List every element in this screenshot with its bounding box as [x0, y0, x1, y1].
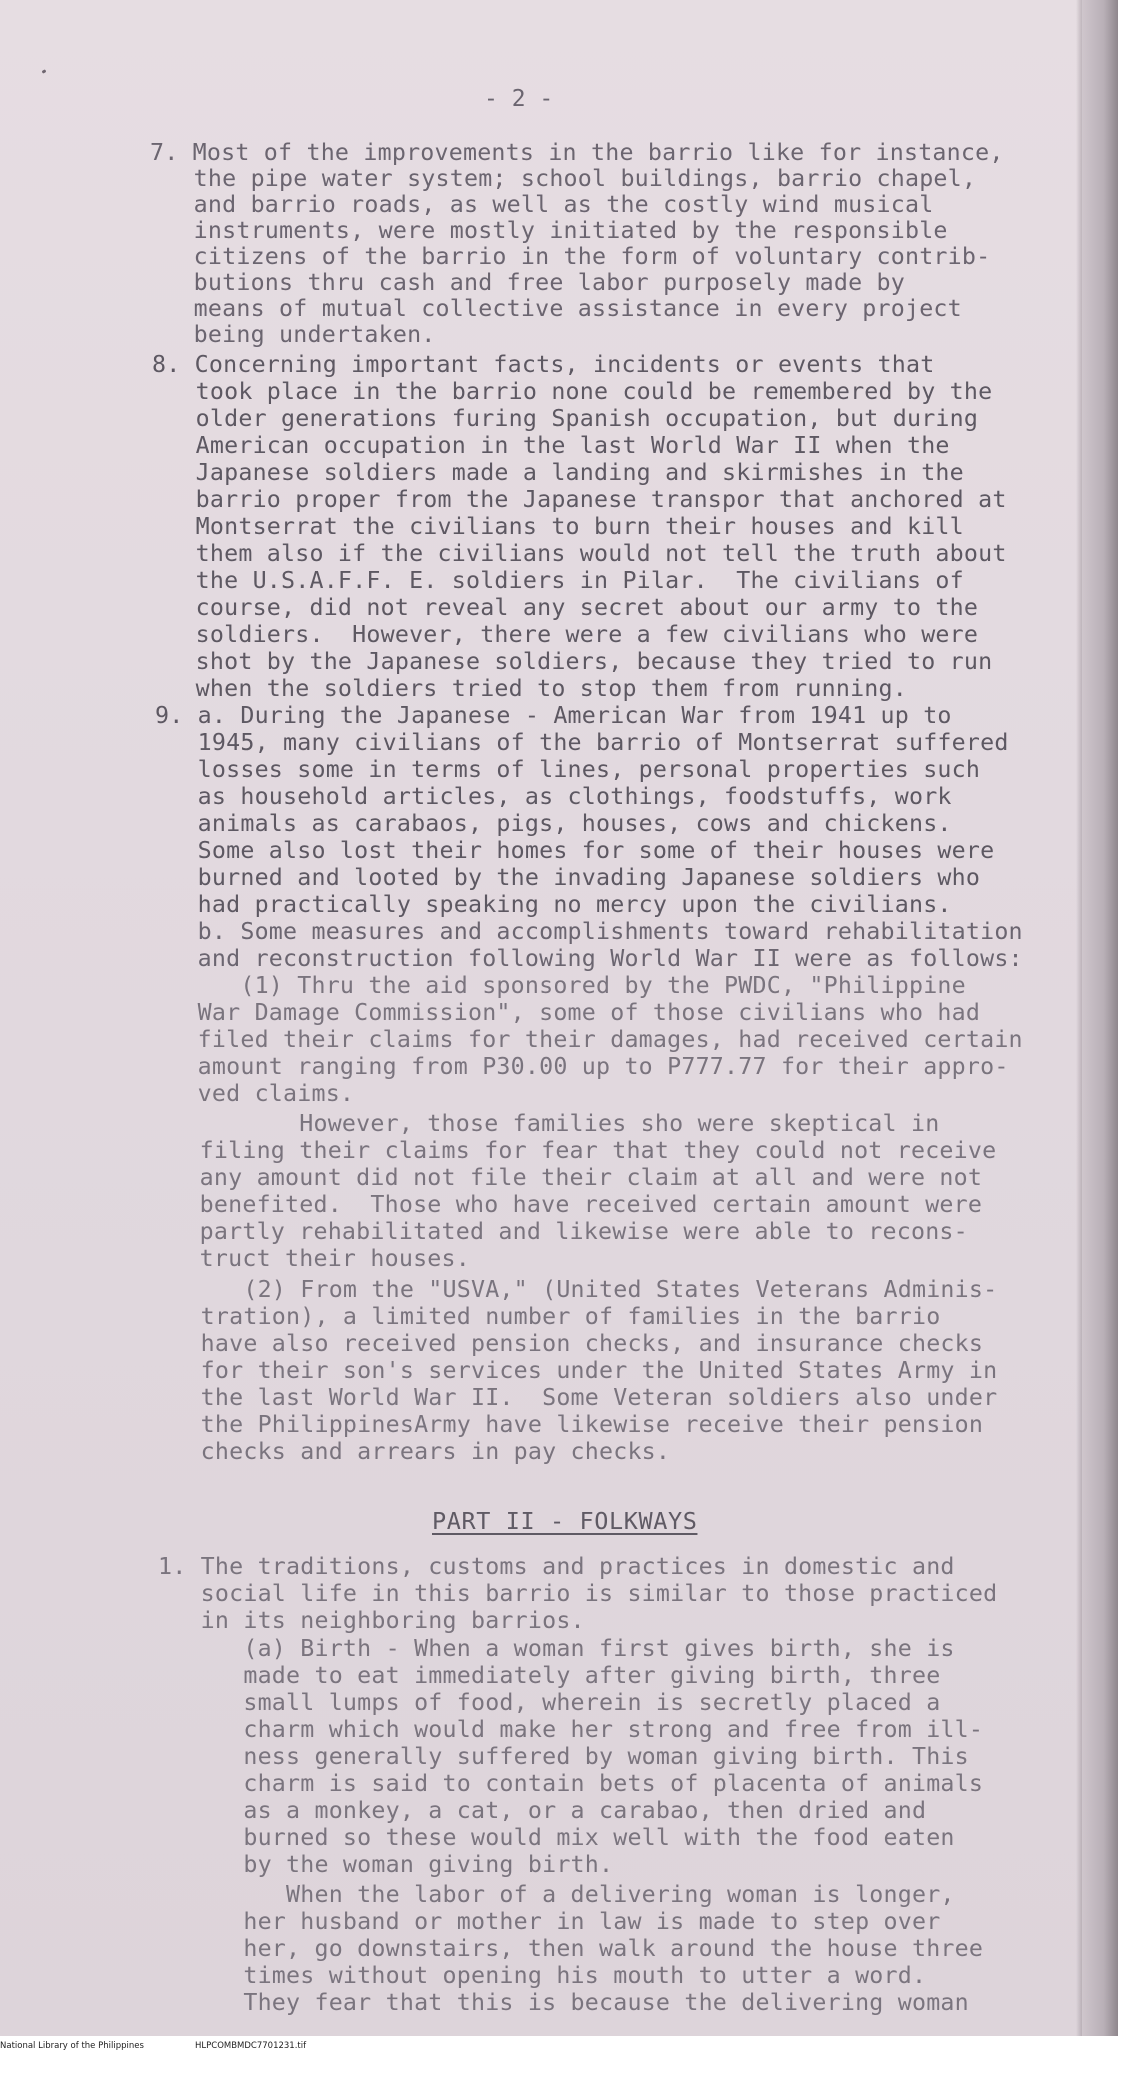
text-line: burned and looted by the invading Japanese soldiers who [155, 864, 981, 891]
text-line: ness generally suffered by woman giving birth. This [158, 1743, 969, 1770]
text-line: However, those families sho were skeptical in [157, 1110, 940, 1137]
text-line: burned so these would mix well with the food eaten [158, 1824, 955, 1851]
text-line: charm is said to contain bets of placenta of animals [158, 1770, 984, 1797]
text-line: as a monkey, a cat, or a carabao, then dried and [158, 1797, 927, 1824]
text-line: amount ranging from P30.00 up to P777.77 for their appro- [155, 1053, 1009, 1080]
text-line: her husband or mother in law is made to step over [158, 1908, 941, 1935]
text-line: 9. a. During the Japanese - American War from 1941 up to [155, 702, 952, 729]
text-line: losses some in terms of lines, personal properties such [155, 756, 981, 783]
text-line: times without opening his mouth to utter a word. [158, 1962, 927, 1989]
text-line: for their son's services under the United States Army in [158, 1357, 998, 1384]
text-line: butions thru cash and free labor purposely made by [151, 269, 905, 296]
text-line: charm which would make her strong and free from ill- [158, 1716, 984, 1743]
text-line: Some also lost their homes for some of their houses were [155, 837, 995, 864]
text-line: her, go downstairs, then walk around the house three [158, 1935, 984, 1962]
text-line: benefited. Those who have received certain amount were [157, 1191, 983, 1218]
text-line: filed their claims for their damages, had received certain [155, 1026, 1023, 1053]
text-line: Montserrat the civilians to burn their houses and kill [153, 513, 964, 540]
text-line: checks and arrears in pay checks. [158, 1438, 671, 1465]
text-line: instruments, were mostly initiated by the responsible [151, 217, 948, 244]
text-line: tration), a limited number of families in the barrio [158, 1303, 941, 1330]
text-line: any amount did not file their claim at all and were not [157, 1164, 983, 1191]
text-line: War Damage Commission", some of those civilians who had [155, 999, 981, 1026]
text-line: truct their houses. [157, 1245, 470, 1272]
section-heading: PART II - FOLKWAYS [432, 1507, 698, 1535]
text-line: barrio proper from the Japanese transpor that anchored at [153, 486, 1007, 513]
text-line: filing their claims for fear that they could not receive [157, 1137, 997, 1164]
text-line: 1. The traditions, customs and practices in domestic and [158, 1553, 955, 1580]
text-line: 1945, many civilians of the barrio of Montserrat suffered [155, 729, 1009, 756]
text-line: the pipe water system; school buildings, barrio chapel, [151, 165, 977, 192]
text-line: Japanese soldiers made a landing and skirmishes in the [153, 459, 964, 486]
text-line: in its neighboring barrios. [158, 1607, 585, 1634]
text-line: as household articles, as clothings, foodstuffs, work [155, 783, 952, 810]
text-line: 7. Most of the improvements in the barrio like for instance, [150, 139, 1004, 166]
text-line: the PhilippinesArmy have likewise receive their pension [158, 1411, 984, 1438]
text-line: animals as carabaos, pigs, houses, cows and chickens. [155, 810, 952, 837]
text-line: have also received pension checks, and insurance checks [158, 1330, 984, 1357]
page-number: - 2 - [484, 86, 554, 112]
text-line: (2) From the "USVA," (United States Veterans Adminis- [158, 1276, 998, 1303]
text-line: and barrio roads, as well as the costly wind musical [151, 191, 934, 218]
text-line: shot by the Japanese soldiers, because they tried to run [153, 648, 993, 675]
text-line: being undertaken. [151, 321, 436, 348]
text-line: took place in the barrio none could be remembered by the [153, 378, 993, 405]
text-line: When the labor of a delivering woman is longer, [158, 1881, 955, 1908]
text-line: when the soldiers tried to stop them from running. [153, 675, 907, 702]
text-line: older generations furing Spanish occupation, but during [153, 405, 979, 432]
text-line: ved claims. [155, 1080, 355, 1107]
text-line: the last World War II. Some Veteran soldiers also under [158, 1384, 998, 1411]
text-line: partly rehabilitated and likewise were able to recons- [157, 1218, 968, 1245]
text-line: the U.S.A.F.F. E. soldiers in Pilar. The civilians of [153, 567, 964, 594]
text-line: course, did not reveal any secret about our army to the [153, 594, 979, 621]
binding-edge [1082, 0, 1118, 2036]
text-line: and reconstruction following World War II were as follows: [155, 945, 1023, 972]
text-line: (a) Birth - When a woman first gives birth, she is [158, 1635, 955, 1662]
text-line: means of mutual collective assistance in every project [151, 295, 962, 322]
text-line: social life in this barrio is similar to those practiced [158, 1580, 998, 1607]
footer-file-name: HLPCOMBMDC7701231.tif [195, 2041, 307, 2051]
footer-library-name: National Library of the Philippines [0, 2041, 144, 2051]
scan-footer [0, 2040, 307, 2055]
text-line: citizens of the barrio in the form of voluntary contrib- [151, 243, 991, 270]
text-line: made to eat immediately after giving birth, three [158, 1662, 941, 1689]
text-line: them also if the civilians would not tell the truth about [153, 540, 1007, 567]
text-line: (1) Thru the aid sponsored by the PWDC, "Philippine [155, 972, 966, 999]
text-line: small lumps of food, wherein is secretly placed a [158, 1689, 941, 1716]
text-line: soldiers. However, there were a few civilians who were [153, 621, 979, 648]
ink-speck [42, 69, 47, 74]
text-line: They fear that this is because the delivering woman [158, 1989, 969, 2016]
text-line: American occupation in the last World War II when the [153, 432, 950, 459]
page-curl-shadow [1076, 0, 1082, 2036]
text-line: b. Some measures and accomplishments toward rehabilitation [155, 918, 1023, 945]
text-line: had practically speaking no mercy upon the civilians. [155, 891, 952, 918]
text-line: by the woman giving birth. [158, 1851, 614, 1878]
text-line: 8. Concerning important facts, incidents or events that [152, 351, 935, 378]
